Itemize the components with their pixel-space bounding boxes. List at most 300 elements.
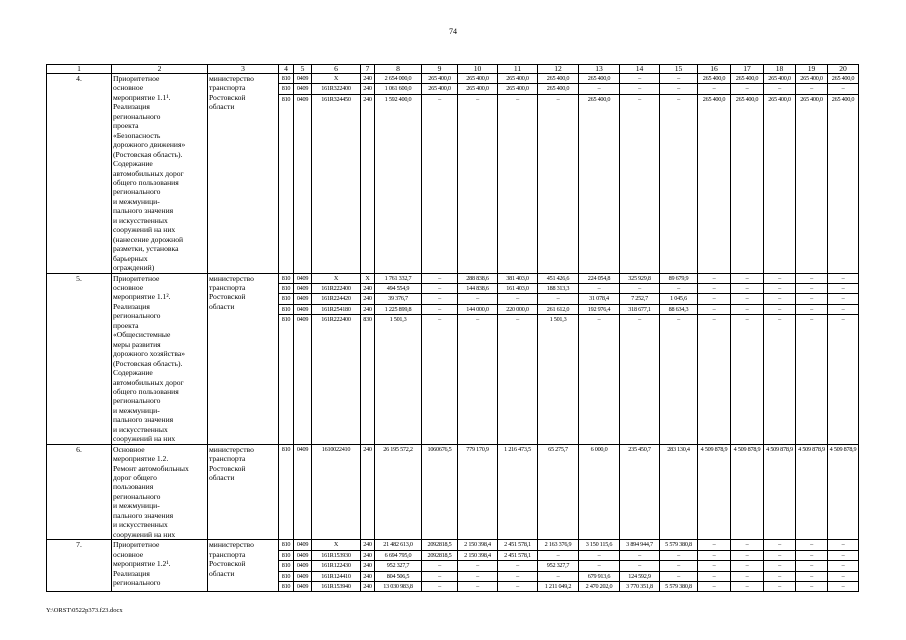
column-header: 8 xyxy=(375,65,422,74)
data-cell: – xyxy=(660,571,698,581)
activity-name-line: сооружений на них xyxy=(113,529,176,539)
data-cell: – xyxy=(828,273,859,283)
data-cell: – xyxy=(698,571,731,581)
data-cell: – xyxy=(731,540,764,550)
column-header: 18 xyxy=(764,65,796,74)
data-cell: – xyxy=(422,571,458,581)
data-cell: – xyxy=(538,294,579,304)
data-cell: 0409 xyxy=(294,582,312,592)
data-cell: – xyxy=(828,84,859,94)
data-cell: – xyxy=(764,540,796,550)
data-cell: 161 403,0 xyxy=(498,283,538,293)
data-cell: 2 470 202,0 xyxy=(579,582,620,592)
data-cell: 810 xyxy=(279,283,294,293)
data-cell: 1 211 049,2 xyxy=(538,582,579,592)
budget-table xyxy=(46,64,859,592)
data-cell: – xyxy=(458,582,498,592)
responsible-organization xyxy=(208,444,279,540)
activity-name-line: сооружений на них xyxy=(113,225,176,235)
activity-name-line: разметки, установка xyxy=(113,244,179,254)
column-header: 15 xyxy=(660,65,698,74)
data-cell: 161R153940 xyxy=(312,582,361,592)
data-cell: 161R254180 xyxy=(312,304,361,314)
data-cell: – xyxy=(764,315,796,444)
activity-name-line: меры развития xyxy=(113,339,161,349)
data-cell: 88 634,3 xyxy=(660,304,698,314)
column-header: 7 xyxy=(361,65,375,74)
data-cell: 161R224420 xyxy=(312,294,361,304)
activity-name-line: «Безопасность xyxy=(113,130,161,140)
data-cell: 679 913,6 xyxy=(579,571,620,581)
data-cell: – xyxy=(579,84,620,94)
data-cell: 265 400,0 xyxy=(698,94,731,273)
data-cell: 451 426,6 xyxy=(538,273,579,283)
data-cell: 7 252,7 xyxy=(620,294,660,304)
activity-name-line: (Ростовская область). xyxy=(113,358,183,368)
data-cell: X xyxy=(312,273,361,283)
activity-name-line: Приоритетное xyxy=(113,540,160,550)
data-cell: 283 130,4 xyxy=(660,444,698,540)
data-cell: 1610022410 xyxy=(312,444,361,540)
data-cell: – xyxy=(731,571,764,581)
organization-line: Ростовской xyxy=(209,463,246,473)
data-cell: 810 xyxy=(279,540,294,550)
activity-name-line: регионального xyxy=(113,111,161,121)
data-cell: – xyxy=(660,550,698,560)
column-header: 5 xyxy=(294,65,312,74)
data-cell: 810 xyxy=(279,561,294,571)
data-cell: 1 061 600,0 xyxy=(375,84,422,94)
data-cell: 265 400,0 xyxy=(764,94,796,273)
data-cell: – xyxy=(731,582,764,592)
data-cell: 4 509 878,9 xyxy=(764,444,796,540)
column-header: 3 xyxy=(208,65,279,74)
data-cell: – xyxy=(579,315,620,444)
data-cell: 39 376,7 xyxy=(375,294,422,304)
data-cell: 0409 xyxy=(294,283,312,293)
data-cell: – xyxy=(422,582,458,592)
data-cell: 265 400,0 xyxy=(498,74,538,84)
data-cell: 4 509 878,9 xyxy=(828,444,859,540)
activity-name-line: общего пользования xyxy=(113,177,179,187)
data-cell: – xyxy=(579,550,620,560)
data-cell: 810 xyxy=(279,74,294,84)
column-header: 1 xyxy=(47,65,112,74)
data-cell: – xyxy=(620,550,660,560)
data-cell: 240 xyxy=(361,571,375,581)
activity-name-line: Содержание xyxy=(113,159,153,169)
data-cell: 161R222400 xyxy=(312,315,361,444)
data-cell: 810 xyxy=(279,94,294,273)
data-cell: 220 000,0 xyxy=(498,304,538,314)
data-cell: 265 400,0 xyxy=(538,74,579,84)
activity-name-line: Приоритетное xyxy=(113,273,160,283)
data-cell: – xyxy=(764,571,796,581)
data-cell: – xyxy=(828,315,859,444)
column-header: 12 xyxy=(538,65,579,74)
data-cell: 161R122430 xyxy=(312,561,361,571)
data-cell: 161R324450 xyxy=(312,94,361,273)
data-cell: 830 xyxy=(361,315,375,444)
data-cell: – xyxy=(620,84,660,94)
activity-name-line: Содержание xyxy=(113,368,153,378)
activity-name-line: Основное xyxy=(113,444,145,454)
data-cell: – xyxy=(731,283,764,293)
data-cell: – xyxy=(620,561,660,571)
data-cell: – xyxy=(698,561,731,571)
data-cell: – xyxy=(796,84,828,94)
activity-name-line: автомобильных дорог xyxy=(113,168,184,178)
activity-name-line: ограждений) xyxy=(113,263,155,273)
activity-name-line: регионального xyxy=(113,187,161,197)
data-cell: – xyxy=(422,315,458,444)
organization-line: Ростовской xyxy=(209,92,246,102)
data-cell: – xyxy=(828,571,859,581)
organization-line: области xyxy=(209,102,235,112)
data-cell: 265 400,0 xyxy=(579,94,620,273)
data-cell: – xyxy=(796,283,828,293)
data-cell: – xyxy=(620,74,660,84)
data-cell: 5 579 380,8 xyxy=(660,582,698,592)
activity-name-line: и межмуници- xyxy=(113,196,160,206)
activity-name-line: мероприятие 1.2¹. xyxy=(113,559,171,569)
data-cell: 261 612,0 xyxy=(538,304,579,314)
table-row xyxy=(47,74,859,84)
data-cell: 810 xyxy=(279,273,294,283)
data-cell: – xyxy=(422,304,458,314)
data-cell: – xyxy=(731,273,764,283)
activity-name-line: Реализация xyxy=(113,568,150,578)
data-cell: 6 694 795,0 xyxy=(375,550,422,560)
data-cell: – xyxy=(731,294,764,304)
data-cell: – xyxy=(458,315,498,444)
row-number: 4. xyxy=(47,74,112,274)
data-cell: – xyxy=(538,94,579,273)
activity-name-line: (нанесение дорожной xyxy=(113,234,184,244)
data-cell: 31 078,4 xyxy=(579,294,620,304)
organization-line: области xyxy=(209,301,235,311)
activity-name-line: сооружений на них xyxy=(113,434,176,444)
data-cell: – xyxy=(660,94,698,273)
data-cell: 0409 xyxy=(294,294,312,304)
row-number: 5. xyxy=(47,273,112,444)
data-cell: 779 170,9 xyxy=(458,444,498,540)
activity-name-line: и искусственных xyxy=(113,520,168,530)
activity-name-line: дорожного движения» xyxy=(113,140,186,150)
data-cell: 318 677,1 xyxy=(620,304,660,314)
data-cell: 810 xyxy=(279,444,294,540)
data-cell: – xyxy=(764,273,796,283)
data-cell: – xyxy=(620,315,660,444)
activity-name-line: проекта xyxy=(113,121,139,131)
data-cell: 240 xyxy=(361,84,375,94)
data-cell: – xyxy=(828,550,859,560)
data-cell: 810 xyxy=(279,550,294,560)
data-cell: – xyxy=(660,74,698,84)
data-cell: 240 xyxy=(361,444,375,540)
responsible-organization xyxy=(208,273,279,444)
data-cell: – xyxy=(764,304,796,314)
data-cell: 810 xyxy=(279,315,294,444)
data-cell: – xyxy=(498,561,538,571)
activity-name-line: и межмуници- xyxy=(113,405,160,415)
activity-name-line: пального значения xyxy=(113,206,174,216)
row-number: 7. xyxy=(47,540,112,592)
organization-line: министерство xyxy=(209,273,254,283)
data-cell: 0409 xyxy=(294,74,312,84)
data-cell: 0409 xyxy=(294,550,312,560)
data-cell: 265 400,0 xyxy=(796,74,828,84)
activity-name-line: «Общесистемные xyxy=(113,330,171,340)
data-cell: 265 400,0 xyxy=(828,74,859,84)
data-cell: – xyxy=(764,294,796,304)
activity-name-line: основное xyxy=(113,549,144,559)
data-cell: – xyxy=(660,315,698,444)
data-cell: 0409 xyxy=(294,273,312,283)
data-cell: – xyxy=(698,315,731,444)
data-cell: – xyxy=(796,582,828,592)
data-cell: – xyxy=(458,294,498,304)
data-cell: 804 506,5 xyxy=(375,571,422,581)
data-cell: 240 xyxy=(361,74,375,84)
column-header: 4 xyxy=(279,65,294,74)
activity-name-line: мероприятие 1.1². xyxy=(113,292,171,302)
data-cell: – xyxy=(731,315,764,444)
data-cell: – xyxy=(660,283,698,293)
organization-line: транспорта xyxy=(209,454,246,464)
data-cell: 265 400,0 xyxy=(698,74,731,84)
responsible-organization xyxy=(208,540,279,592)
data-cell: 188 313,3 xyxy=(538,283,579,293)
data-cell: 265 400,0 xyxy=(731,74,764,84)
activity-name-line: автомобильных дорог xyxy=(113,377,184,387)
data-cell: 0409 xyxy=(294,540,312,550)
activity-name-line: мероприятие 1.1¹. xyxy=(113,92,171,102)
data-cell: 265 400,0 xyxy=(579,74,620,84)
data-cell: 235 450,7 xyxy=(620,444,660,540)
data-cell: 1 761 332,7 xyxy=(375,273,422,283)
activity-name-line: общего пользования xyxy=(113,386,179,396)
data-cell: – xyxy=(796,315,828,444)
data-cell: X xyxy=(361,273,375,283)
data-cell: 381 403,0 xyxy=(498,273,538,283)
data-cell: – xyxy=(458,561,498,571)
activity-name-line: и межмуници- xyxy=(113,501,160,511)
data-cell: – xyxy=(422,561,458,571)
organization-line: области xyxy=(209,473,235,483)
data-cell: 810 xyxy=(279,304,294,314)
data-cell: 810 xyxy=(279,571,294,581)
data-cell: 265 400,0 xyxy=(828,94,859,273)
activity-name xyxy=(112,74,208,274)
data-cell: – xyxy=(579,561,620,571)
data-cell: 0409 xyxy=(294,571,312,581)
column-header: 17 xyxy=(731,65,764,74)
data-cell: 288 838,6 xyxy=(458,273,498,283)
data-cell: 65 275,7 xyxy=(538,444,579,540)
column-header: 16 xyxy=(698,65,731,74)
data-cell: – xyxy=(828,283,859,293)
data-cell: – xyxy=(458,94,498,273)
data-cell: – xyxy=(698,582,731,592)
data-cell: 265 400,0 xyxy=(458,74,498,84)
data-cell: 325 929,8 xyxy=(620,273,660,283)
data-cell: – xyxy=(498,571,538,581)
activity-name-line: регионального xyxy=(113,491,161,501)
organization-line: министерство xyxy=(209,444,254,454)
data-cell: 192 976,4 xyxy=(579,304,620,314)
data-cell: X xyxy=(312,540,361,550)
data-cell: 2 163 376,9 xyxy=(538,540,579,550)
data-cell: 265 400,0 xyxy=(796,94,828,273)
data-cell: – xyxy=(538,571,579,581)
data-cell: 4 509 878,9 xyxy=(698,444,731,540)
data-cell: 0409 xyxy=(294,84,312,94)
data-cell: – xyxy=(538,550,579,560)
organization-line: министерство xyxy=(209,540,254,550)
data-cell: 265 400,0 xyxy=(538,84,579,94)
data-cell: 161R153930 xyxy=(312,550,361,560)
data-cell: – xyxy=(698,550,731,560)
data-cell: – xyxy=(698,273,731,283)
activity-name xyxy=(112,540,208,592)
data-cell: – xyxy=(698,304,731,314)
column-header: 14 xyxy=(620,65,660,74)
activity-name-line: мероприятие 1.2. xyxy=(113,454,169,464)
data-cell: – xyxy=(796,273,828,283)
data-cell: 952 327,7 xyxy=(375,561,422,571)
data-cell: 240 xyxy=(361,540,375,550)
data-cell: 21 482 613,0 xyxy=(375,540,422,550)
activity-name-line: пального значения xyxy=(113,415,174,425)
data-cell: – xyxy=(620,94,660,273)
data-cell: – xyxy=(698,84,731,94)
data-cell: – xyxy=(498,315,538,444)
data-cell: 13 030 983,8 xyxy=(375,582,422,592)
organization-line: Ростовской xyxy=(209,292,246,302)
data-cell: – xyxy=(828,582,859,592)
data-cell: 224 054,8 xyxy=(579,273,620,283)
data-cell: 1060676,5 xyxy=(422,444,458,540)
data-cell: 240 xyxy=(361,283,375,293)
data-cell: – xyxy=(796,304,828,314)
data-cell: – xyxy=(422,283,458,293)
data-cell: 1 501,3 xyxy=(375,315,422,444)
data-cell: – xyxy=(698,294,731,304)
column-header: 10 xyxy=(458,65,498,74)
data-cell: – xyxy=(731,550,764,560)
data-cell: 494 554,9 xyxy=(375,283,422,293)
data-cell: – xyxy=(422,273,458,283)
data-cell: 810 xyxy=(279,582,294,592)
data-cell: 144 000,0 xyxy=(458,304,498,314)
data-cell: – xyxy=(422,294,458,304)
data-cell: 0409 xyxy=(294,304,312,314)
organization-line: транспорта xyxy=(209,282,246,292)
activity-name-line: регионального xyxy=(113,311,161,321)
data-cell: – xyxy=(698,540,731,550)
data-cell: 2 150 398,4 xyxy=(458,550,498,560)
activity-name-line: и искусственных xyxy=(113,424,168,434)
data-cell: 3 894 944,7 xyxy=(620,540,660,550)
data-cell: – xyxy=(660,561,698,571)
organization-line: области xyxy=(209,568,235,578)
data-cell: 2092818,5 xyxy=(422,550,458,560)
row-number: 6. xyxy=(47,444,112,540)
organization-line: транспорта xyxy=(209,83,246,93)
column-header: 11 xyxy=(498,65,538,74)
organization-line: Ростовской xyxy=(209,559,246,569)
data-cell: 161R222400 xyxy=(312,283,361,293)
data-cell: – xyxy=(579,283,620,293)
header-row xyxy=(47,65,859,74)
data-cell: 265 400,0 xyxy=(458,84,498,94)
data-cell: 2 654 000,0 xyxy=(375,74,422,84)
data-cell: 89 679,9 xyxy=(660,273,698,283)
data-cell: 240 xyxy=(361,582,375,592)
data-cell: 124 592,9 xyxy=(620,571,660,581)
data-cell: 4 509 878,9 xyxy=(731,444,764,540)
data-cell: 265 400,0 xyxy=(731,94,764,273)
data-cell: 265 400,0 xyxy=(422,84,458,94)
data-cell: 1 216 473,5 xyxy=(498,444,538,540)
activity-name-line: регионального xyxy=(113,578,161,588)
data-cell: – xyxy=(764,84,796,94)
data-cell: – xyxy=(731,561,764,571)
data-cell: 5 579 380,8 xyxy=(660,540,698,550)
responsible-organization xyxy=(208,74,279,274)
activity-name-line: пользования xyxy=(113,482,154,492)
data-cell: 6 000,0 xyxy=(579,444,620,540)
data-cell: – xyxy=(731,304,764,314)
activity-name xyxy=(112,273,208,444)
data-cell: 810 xyxy=(279,84,294,94)
data-cell: – xyxy=(458,571,498,581)
data-cell: 3 150 115,6 xyxy=(579,540,620,550)
data-cell: 0409 xyxy=(294,444,312,540)
activity-name-line: основное xyxy=(113,83,144,93)
column-header: 20 xyxy=(828,65,859,74)
data-cell: 1 045,6 xyxy=(660,294,698,304)
data-cell: 2 150 398,4 xyxy=(458,540,498,550)
activity-name-line: пального значения xyxy=(113,510,174,520)
activity-name-line: дорожного хозяйства» xyxy=(113,349,185,359)
activity-name-line: Приоритетное xyxy=(113,74,160,83)
table-row xyxy=(47,273,859,283)
data-cell: 4 509 878,9 xyxy=(796,444,828,540)
data-cell: 240 xyxy=(361,94,375,273)
data-cell: 2 451 578,1 xyxy=(498,550,538,560)
activity-name-line: основное xyxy=(113,282,144,292)
data-cell: – xyxy=(698,283,731,293)
column-header: 13 xyxy=(579,65,620,74)
data-cell: – xyxy=(422,94,458,273)
activity-name-line: и искусственных xyxy=(113,215,168,225)
data-cell: 161R322400 xyxy=(312,84,361,94)
data-cell: – xyxy=(764,561,796,571)
data-cell: 0409 xyxy=(294,94,312,273)
data-cell: 240 xyxy=(361,561,375,571)
activity-name-line: Реализация xyxy=(113,301,150,311)
data-cell: 1 225 899,8 xyxy=(375,304,422,314)
data-cell: – xyxy=(764,283,796,293)
data-cell: – xyxy=(731,84,764,94)
column-header: 19 xyxy=(796,65,828,74)
data-cell: 952 327,7 xyxy=(538,561,579,571)
data-cell: – xyxy=(620,283,660,293)
data-cell: – xyxy=(498,582,538,592)
data-cell: 265 400,0 xyxy=(764,74,796,84)
